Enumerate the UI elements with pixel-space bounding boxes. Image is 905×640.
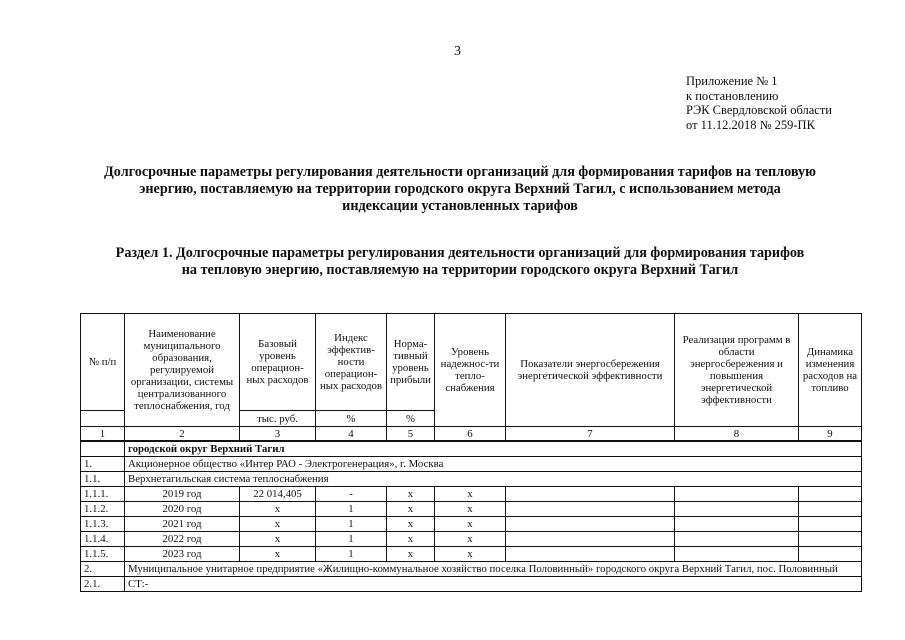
table-row bbox=[81, 562, 862, 577]
data-cell bbox=[506, 502, 675, 517]
header-cell: № п/п bbox=[81, 314, 125, 411]
column-number-cell: 3 bbox=[240, 427, 316, 442]
data-cell: x bbox=[240, 532, 316, 547]
data-cell bbox=[506, 487, 675, 502]
data-cell: 1 bbox=[316, 532, 387, 547]
column-number-cell: 4 bbox=[316, 427, 387, 442]
row-number-cell: 1.1.2. bbox=[81, 502, 125, 517]
data-cell bbox=[506, 517, 675, 532]
annex-line: от 11.12.2018 № 259-ПК bbox=[686, 117, 815, 132]
title-line: энергию, поставляемую на территории городского округа Верхний Тагил, с использованием метода bbox=[139, 181, 781, 197]
row-number-cell: 1.1. bbox=[81, 472, 125, 487]
data-cell: 2022 год bbox=[125, 532, 240, 547]
column-number-cell: 1 bbox=[81, 427, 125, 442]
header-cell: Наименование муниципального образования, регулируемой организации, системы централизованного теплоснабжения, год bbox=[125, 314, 240, 427]
column-number-cell: 8 bbox=[675, 427, 799, 442]
table-row bbox=[81, 517, 862, 532]
row-number-cell bbox=[81, 441, 125, 457]
row-number-cell: 1.1.1. bbox=[81, 487, 125, 502]
column-number-cell: 7 bbox=[506, 427, 675, 442]
row-number-cell: 1. bbox=[81, 457, 125, 472]
section-line: на тепловую энергию, поставляемую на территории городского округа Верхний Тагил bbox=[181, 262, 739, 278]
data-cell bbox=[799, 487, 862, 502]
data-cell: x bbox=[435, 517, 506, 532]
data-cell: 1 bbox=[316, 502, 387, 517]
annex-line: Приложение № 1 bbox=[686, 74, 778, 88]
column-number-cell: 5 bbox=[387, 427, 435, 442]
data-cell: x bbox=[387, 517, 435, 532]
data-cell: x bbox=[387, 532, 435, 547]
data-cell: x bbox=[435, 532, 506, 547]
data-cell: 2020 год bbox=[125, 502, 240, 517]
row-text-cell: Акционерное общество «Интер РАО - Электрогенерация», г. Москва bbox=[125, 457, 862, 472]
section-line: Раздел 1. Долгосрочные параметры регулирования деятельности организаций для формирования тарифов bbox=[115, 245, 805, 261]
data-cell bbox=[506, 547, 675, 562]
table-row bbox=[81, 577, 862, 592]
page-number: 3 bbox=[454, 44, 461, 59]
section-heading bbox=[40, 245, 880, 279]
data-cell: 2023 год bbox=[125, 547, 240, 562]
header-cell: Норма-тивный уровень прибыли bbox=[387, 314, 435, 411]
column-number-cell: 6 bbox=[435, 427, 506, 442]
row-number-cell: 2.1. bbox=[81, 577, 125, 592]
column-number-cell: 2 bbox=[125, 427, 240, 442]
data-cell bbox=[675, 532, 799, 547]
data-cell: - bbox=[316, 487, 387, 502]
data-cell: x bbox=[240, 502, 316, 517]
data-cell: 2021 год bbox=[125, 517, 240, 532]
data-cell: x bbox=[387, 487, 435, 502]
data-cell: 1 bbox=[316, 517, 387, 532]
table-body bbox=[81, 441, 862, 592]
header-cell: Базовый уровень операцион-ных расходов bbox=[240, 314, 316, 411]
data-cell bbox=[675, 547, 799, 562]
data-cell bbox=[675, 502, 799, 517]
column-number-row bbox=[81, 427, 862, 442]
row-number-cell: 2. bbox=[81, 562, 125, 577]
data-cell: 2019 год bbox=[125, 487, 240, 502]
data-cell bbox=[799, 502, 862, 517]
document-title bbox=[40, 164, 880, 215]
data-cell: x bbox=[435, 487, 506, 502]
header-cell: Индекс эффектив-ности операцион-ных расходов bbox=[316, 314, 387, 411]
column-number-cell: 9 bbox=[799, 427, 862, 442]
unit-cell: % bbox=[387, 411, 435, 427]
table-row bbox=[81, 547, 862, 562]
data-cell bbox=[675, 517, 799, 532]
row-number-cell: 1.1.5. bbox=[81, 547, 125, 562]
data-cell: x bbox=[240, 517, 316, 532]
row-text-cell: Муниципальное унитарное предприятие «Жилищно-коммунальное хозяйство поселка Половинный» городского округа Верхний Тагил, пос. Половинный bbox=[125, 562, 862, 577]
title-line: индексации установленных тарифов bbox=[342, 198, 578, 214]
table-row bbox=[81, 532, 862, 547]
unit-cell: % bbox=[316, 411, 387, 427]
table-row bbox=[81, 472, 862, 487]
table-row bbox=[81, 441, 862, 457]
annex-line: к постановлению bbox=[686, 88, 779, 103]
row-number-cell: 1.1.3. bbox=[81, 517, 125, 532]
data-cell bbox=[506, 532, 675, 547]
header-cell: Реализация программ в области энергосбережения и повышения энергетической эффективности bbox=[675, 314, 799, 427]
data-cell: 1 bbox=[316, 547, 387, 562]
data-cell bbox=[799, 532, 862, 547]
title-line: Долгосрочные параметры регулирования деятельности организаций для формирования тарифов на тепловую bbox=[104, 164, 816, 180]
data-cell: x bbox=[240, 547, 316, 562]
annex-block bbox=[686, 74, 832, 132]
table-row bbox=[81, 487, 862, 502]
data-cell bbox=[799, 517, 862, 532]
row-text-cell: СТ:- bbox=[125, 577, 862, 592]
header-cell: Уровень надежнос-ти тепло-снабжения bbox=[435, 314, 506, 427]
data-cell: x bbox=[387, 547, 435, 562]
table-row bbox=[81, 457, 862, 472]
parameters-table bbox=[80, 313, 862, 592]
data-cell bbox=[675, 487, 799, 502]
header-cell: Динамика изменения расходов на топливо bbox=[799, 314, 862, 427]
unit-cell: тыс. руб. bbox=[240, 411, 316, 427]
header-cell: Показатели энергосбережения энергетической эффективности bbox=[506, 314, 675, 427]
data-cell: x bbox=[435, 547, 506, 562]
table-row bbox=[81, 502, 862, 517]
row-number-cell: 1.1.4. bbox=[81, 532, 125, 547]
data-cell bbox=[799, 547, 862, 562]
annex-line: РЭК Свердловской области bbox=[686, 103, 832, 117]
data-cell: 22 014,405 bbox=[240, 487, 316, 502]
unit-cell bbox=[81, 411, 125, 427]
data-cell: x bbox=[435, 502, 506, 517]
data-cell: x bbox=[387, 502, 435, 517]
row-text-cell: городской округ Верхний Тагил bbox=[125, 441, 862, 457]
row-text-cell: Верхнетагильская система теплоснабжения bbox=[125, 472, 862, 487]
table-header-row bbox=[81, 314, 862, 411]
